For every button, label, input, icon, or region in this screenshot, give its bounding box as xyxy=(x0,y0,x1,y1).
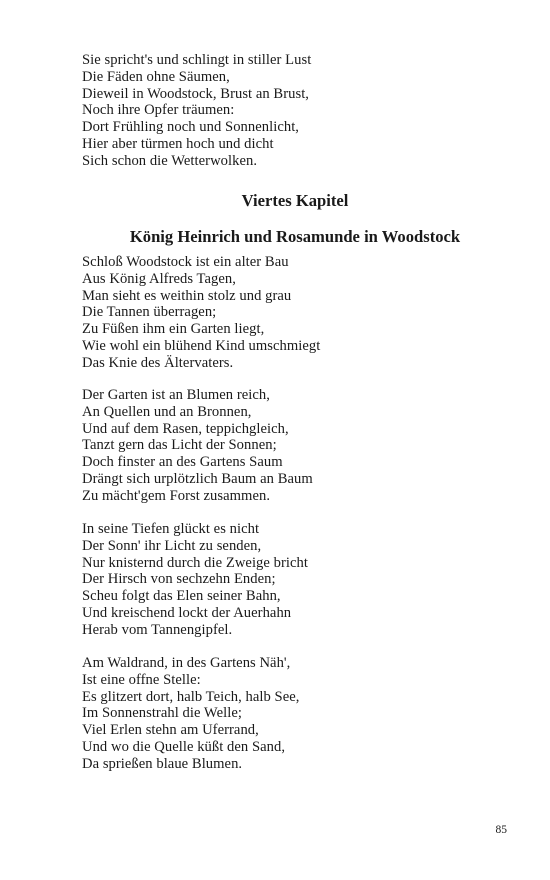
chapter-heading: Viertes Kapitel xyxy=(241,191,349,210)
verse-line: Tanzt gern das Licht der Sonnen; xyxy=(82,437,277,454)
stanza-2 xyxy=(82,387,502,505)
verse-line: Doch finster an des Gartens Saum xyxy=(82,454,283,471)
verse-line: Und wo die Quelle küßt den Sand, xyxy=(82,738,286,755)
stanza-4 xyxy=(82,655,502,773)
verse-line: Im Sonnenstrahl die Welle; xyxy=(82,705,242,722)
stanza-3 xyxy=(82,521,502,639)
stanza-1 xyxy=(82,254,502,372)
verse-line: Sie spricht's und schlingt in stiller Lust xyxy=(82,52,312,68)
verse-line: Der Hirsch von sechzehn Enden; xyxy=(82,571,276,588)
verse-line: Dort Frühling noch und Sonnenlicht, xyxy=(82,119,299,136)
chapter-subheading: König Heinrich und Rosamunde in Woodstock xyxy=(129,227,461,246)
verse-line: Nur knisternd durch die Zweige bricht xyxy=(82,554,308,571)
verse-line: Noch ihre Opfer träumen: xyxy=(82,102,235,119)
verse-line: Und kreischend lockt der Auerhahn xyxy=(82,604,292,621)
verse-line: Dieweil in Woodstock, Brust an Brust, xyxy=(82,85,309,102)
verse-line: Und auf dem Rasen, teppichgleich, xyxy=(82,420,289,437)
page-number: 85 xyxy=(495,824,507,836)
verse-line: Die Fäden ohne Säumen, xyxy=(82,68,230,85)
verse-line: Zu mächt'gem Forst zusammen. xyxy=(82,487,271,504)
verse-line: Herab vom Tannengipfel. xyxy=(82,621,233,638)
verse-line: Es glitzert dort, halb Teich, halb See, xyxy=(82,688,300,705)
verse-line: Drängt sich urplötzlich Baum an Baum xyxy=(82,470,313,487)
verse-line: An Quellen und an Bronnen, xyxy=(82,403,252,420)
verse-line: Schloß Woodstock ist ein alter Bau xyxy=(82,254,289,270)
verse-line: In seine Tiefen glückt es nicht xyxy=(82,521,260,537)
verse-line: Scheu folgt das Elen seiner Bahn, xyxy=(82,588,281,605)
verse-line: Aus König Alfreds Tagen, xyxy=(82,270,236,287)
verse-line: Der Sonn' ihr Licht zu senden, xyxy=(82,537,262,554)
verse-line: Zu Füßen ihm ein Garten liegt, xyxy=(82,321,265,338)
verse-line: Ist eine offne Stelle: xyxy=(82,671,201,688)
verse-line: Viel Erlen stehn am Uferrand, xyxy=(82,722,259,739)
verse-line: Hier aber türmen hoch und dicht xyxy=(82,135,274,152)
verse-line: Man sieht es weithin stolz und grau xyxy=(82,287,292,304)
verse-line: Das Knie des Ältervaters. xyxy=(82,354,234,371)
verse-line: Sich schon die Wetterwolken. xyxy=(82,152,258,169)
verse-line: Die Tannen überragen; xyxy=(82,304,217,321)
stanza-intro xyxy=(82,52,502,170)
verse-line: Der Garten ist an Blumen reich, xyxy=(82,387,270,403)
verse-line: Da sprießen blaue Blumen. xyxy=(82,755,243,772)
verse-line: Wie wohl ein blühend Kind umschmiegt xyxy=(82,337,321,354)
verse-line: Am Waldrand, in des Gartens Näh', xyxy=(82,655,291,671)
